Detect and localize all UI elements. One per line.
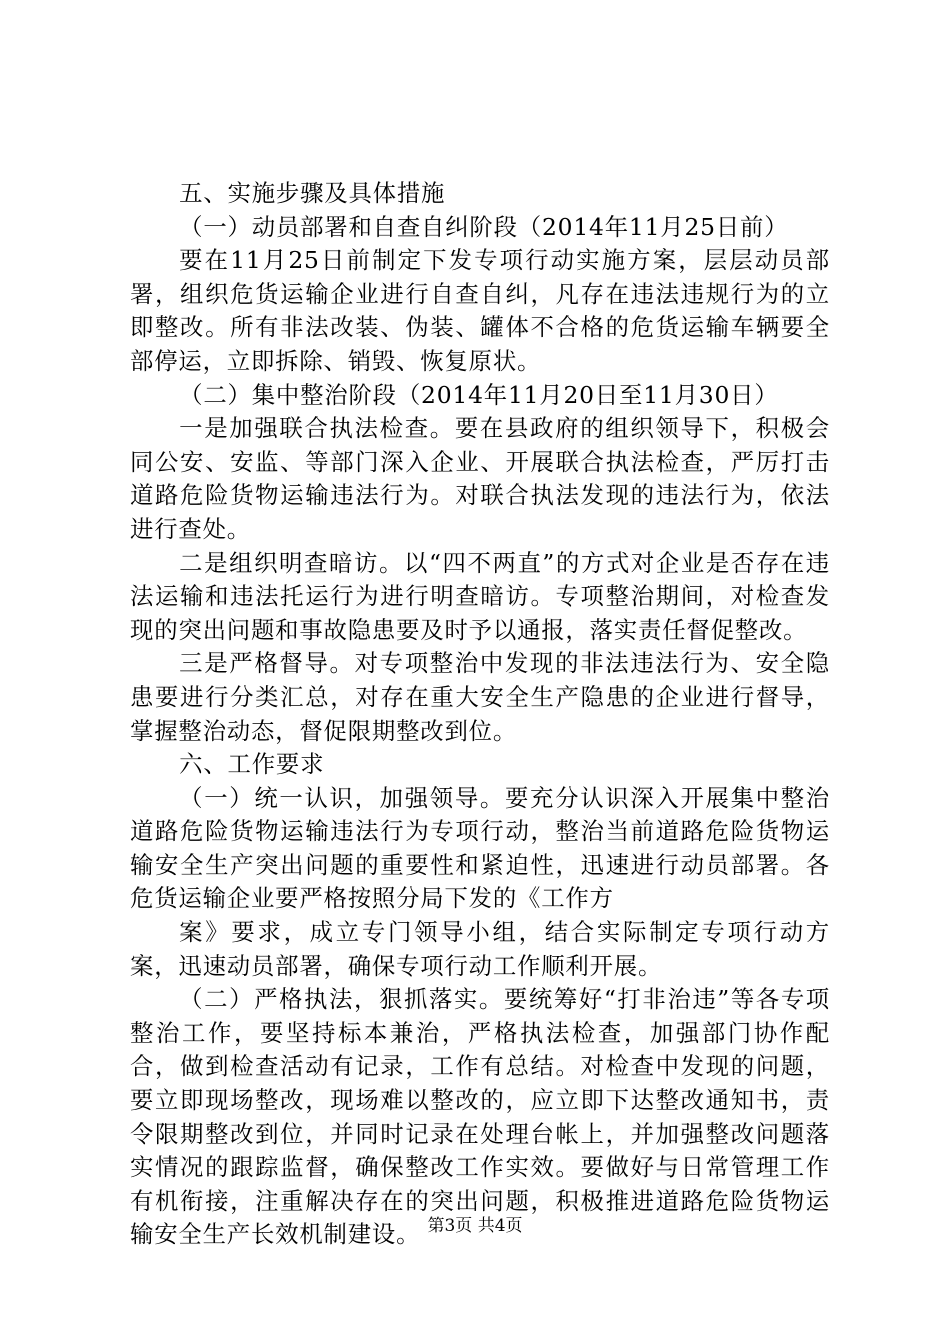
paragraph-leadership: （一）统一认识，加强领导。要充分认识深入开展集中整治道路危险货物运输违法行为专项行动，整治当前道路危险货物运输安全生产突出问题的重要性和紧迫性，迅速进行动员部署。各危货运输企业要严格按照分局下发的《工作方: [130, 783, 830, 913]
section-heading-5: 五、实施步骤及具体措施: [179, 179, 446, 207]
paragraph-inspection: 二是组织明查暗访。以“四不两直”的方式对企业是否存在违法运输和违法托运行为进行明查暗访。专项整治期间，对检查发现的突出问题和事故隐患要及时予以通报，落实责任督促整改。: [130, 548, 830, 644]
document-body: [130, 177, 830, 1252]
paragraph-joint-enforcement: 一是加强联合执法检查。要在县政府的组织领导下，积极会同公安、安监、等部门深入企业、开展联合执法检查，严厉打击道路危险货物运输违法行为。对联合执法发现的违法行为，依法进行查处。: [130, 414, 830, 543]
page-footer: 第3页 共4页: [427, 1216, 523, 1236]
section-heading-6: 六、工作要求: [179, 750, 325, 779]
subsection-heading-5-1: （一）动员部署和自查自纠阶段（2014年11月25日前）: [179, 212, 789, 241]
paragraph-leadership-continued: 案》要求，成立专门领导小组，结合实际制定专项行动方案，迅速动员部署，确保专项行动工作顺利开展。: [130, 918, 830, 980]
paragraph-supervision: 三是严格督导。对专项整治中发现的非法违法行为、安全隐患要进行分类汇总，对存在重大安全生产隐患的企业进行督导，掌握整治动态，督促限期整改到位。: [130, 649, 830, 745]
subsection-heading-5-2: （二）集中整治阶段（2014年11月20日至11月30日）: [179, 380, 779, 409]
paragraph-mobilization: 要在11月25日前制定下发专项行动实施方案，层层动员部署，组织危货运输企业进行自查自纠，凡存在违法违规行为的立即整改。所有非法改装、伪装、罐体不合格的危货运输车辆要全部停运，立即拆除、销毁、恢复原状。: [130, 246, 830, 375]
paragraph-enforcement: （二）严格执法，狠抓落实。要统筹好“打非治违”等各专项整治工作，要坚持标本兼治，严格执法检查，加强部门协作配合，做到检查活动有记录，工作有总结。对检查中发现的问题，要立即现场整改，现场难以整改的，应立即下达整改通知书，责令限期整改到位，并同时记录在处理台帐上，并加强整改问题落实情况的跟踪监督，确保整改工作实效。要做好与日常管理工作有机衔接，注重解决存在的突出问题，积极推进道路危险货物运输安全生产长效机制建设。: [130, 985, 830, 1249]
